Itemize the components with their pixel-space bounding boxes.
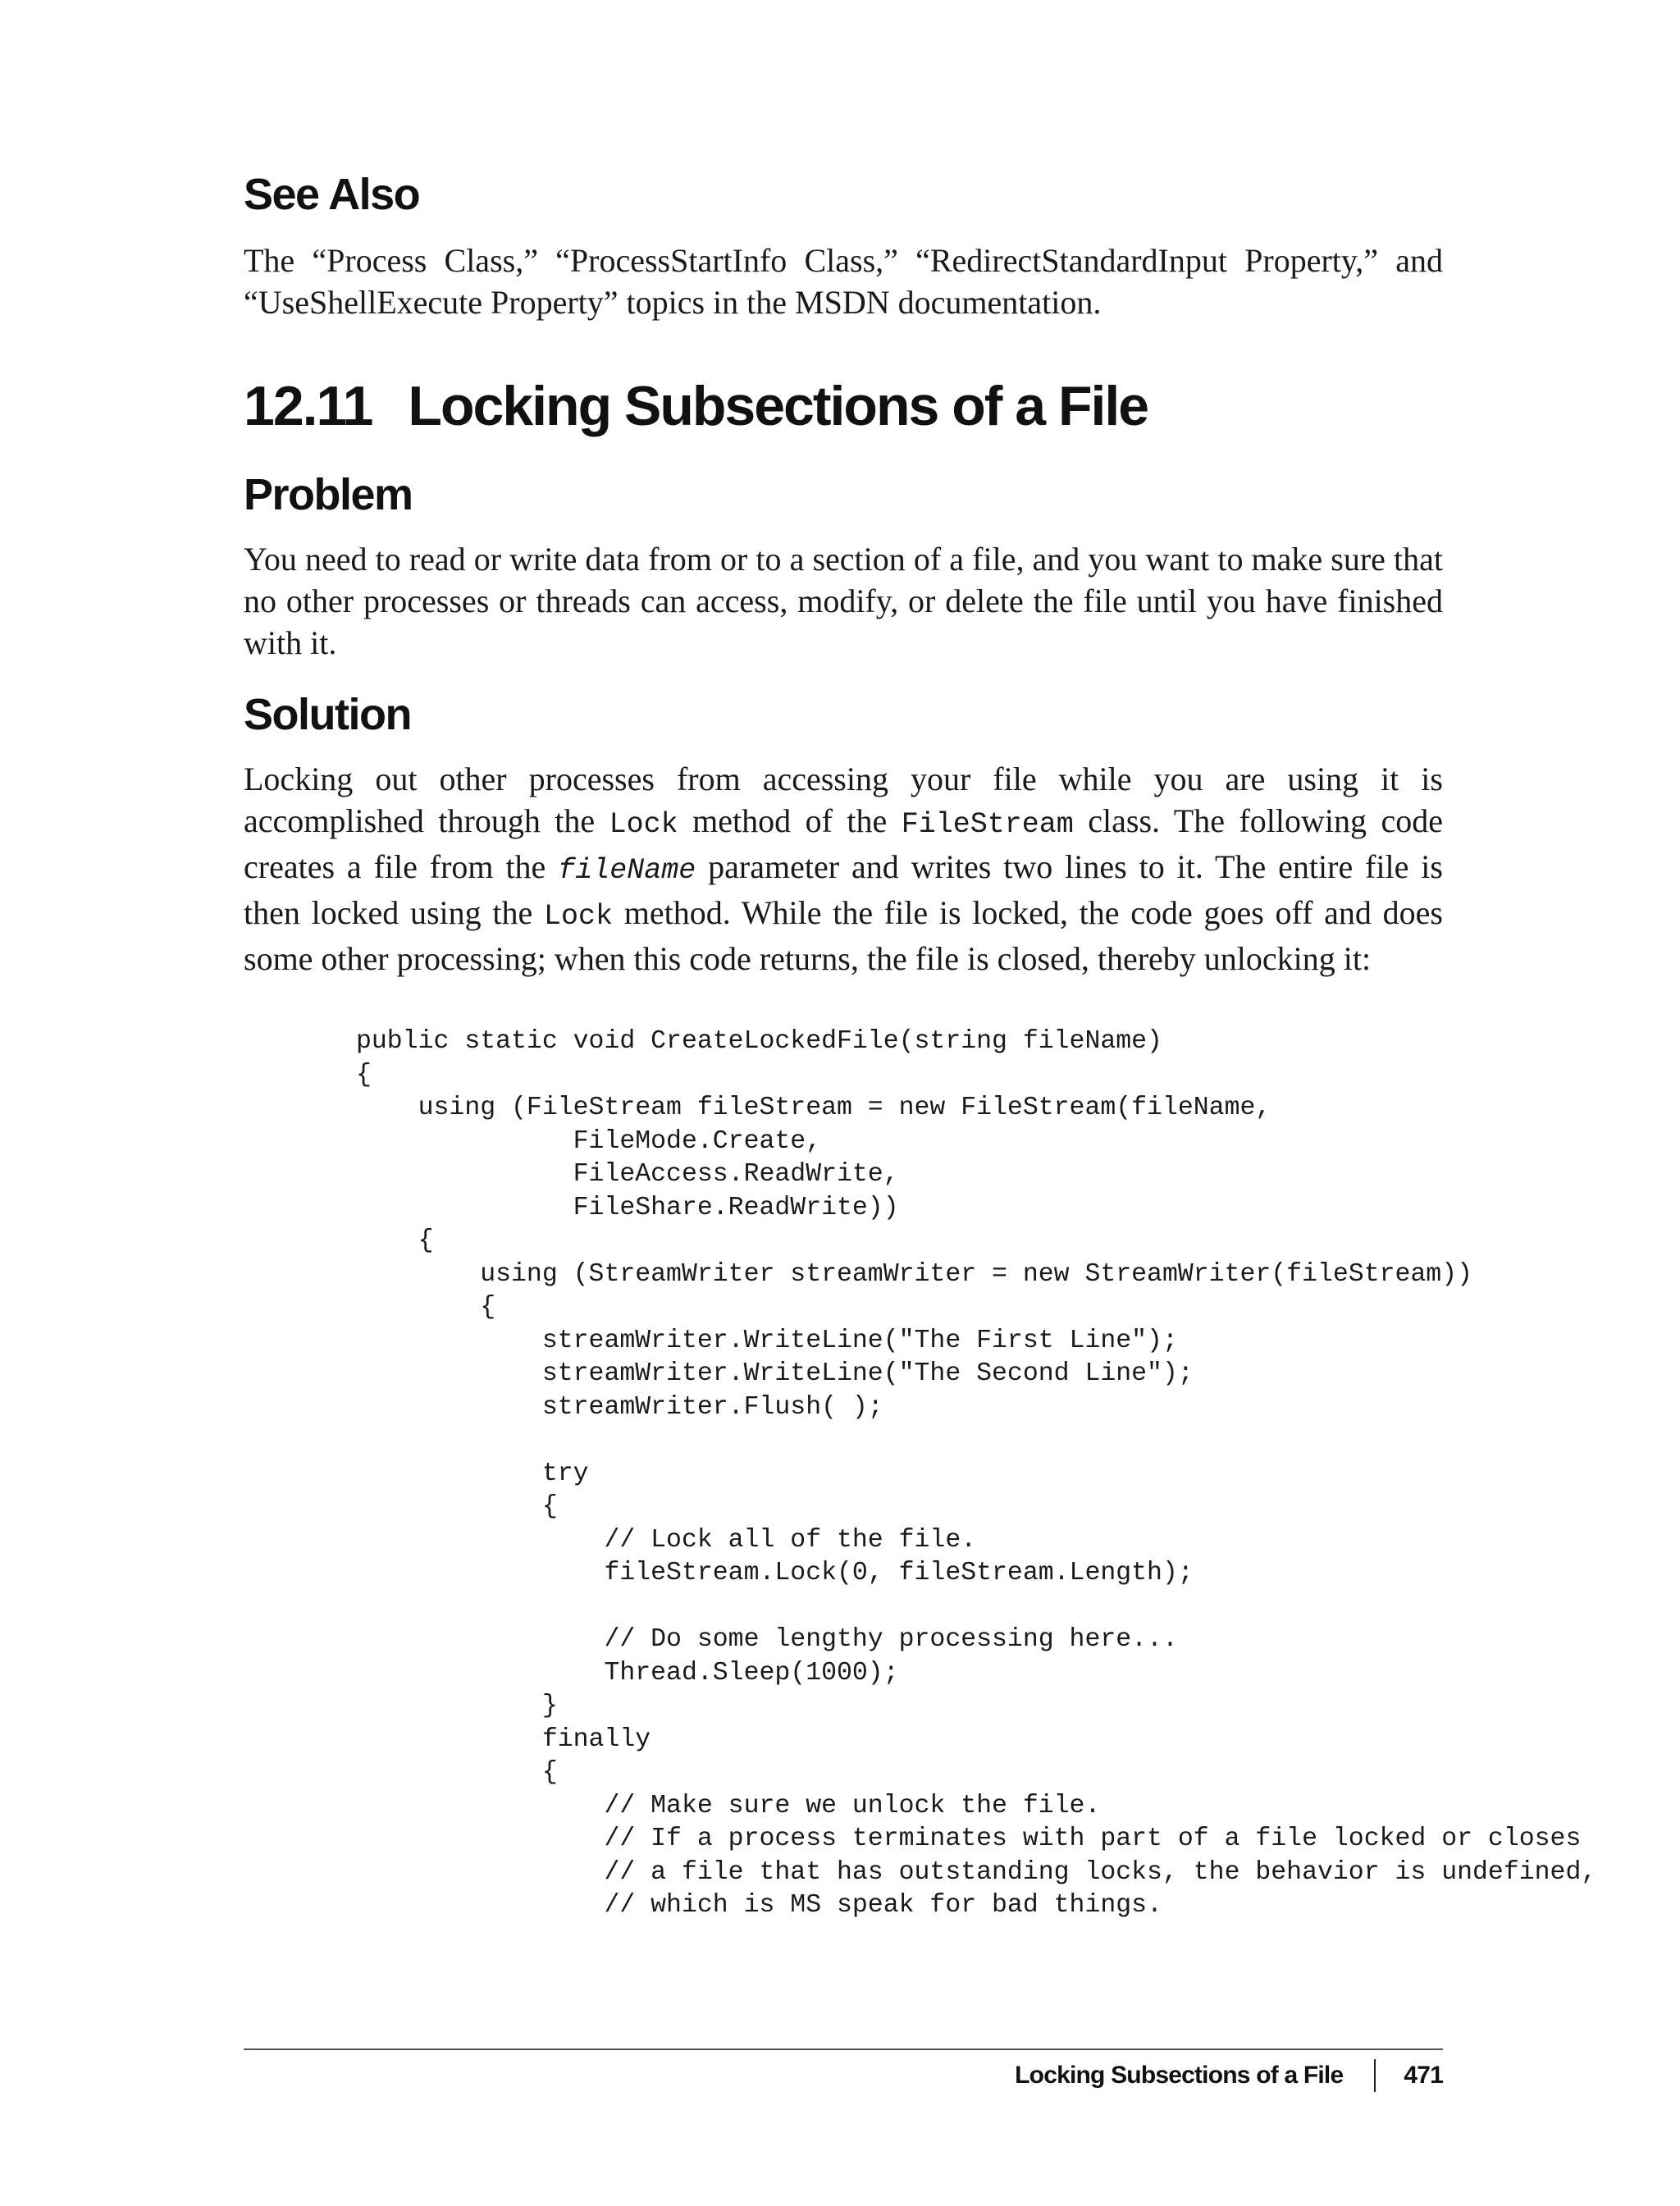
problem-heading: Problem <box>244 470 413 519</box>
solution-text-part: method. While the file is locked, the code goes off and does some other processing; when this code returns, the file is closed, thereby unlocking it: <box>244 894 1443 977</box>
page-number: 471 <box>1404 2062 1443 2089</box>
solution-text-part: method of the <box>678 802 902 839</box>
section-number: 12.11 <box>244 375 372 437</box>
running-title: Locking Subsections of a File <box>1015 2062 1344 2089</box>
solution-text-part: parameter and writes two lines to it. The entire file is then locked using the <box>244 848 1443 931</box>
footer-separator <box>1374 2059 1376 2092</box>
inline-code-filestream: FileStream <box>901 808 1074 841</box>
page-footer <box>1015 2059 1443 2092</box>
footer-rule <box>244 2048 1443 2050</box>
solution-text-part: class. The following code creates a file from the <box>244 802 1443 885</box>
code-listing: public static void CreateLockedFile(string fileName) { using (FileStream fileStream = new FileStream(fileName, FileMode.Create, FileAccess.ReadWrite, FileShare.ReadWrite)) { using (StreamWriter streamWriter = new StreamWriter(fileStream)) { streamWriter.WriteLine("The First Line"); streamWriter.WriteLine("The Second Line"); streamWriter.Flush( ); try { // Lock all of the file. fileStream.Lock(0, fileStream.Length); // Do some lengthy processing here... Thread.Sleep(1000); } finally { // Make sure we unlock the file. // If a process terminates with part of a file locked or closes // a file that has outstanding locks, the behavior is undefined, // which is MS speak for bad things. <box>356 1027 1597 1920</box>
section-title-text: Locking Subsections of a File <box>408 375 1148 437</box>
solution-text-part: Locking out other processes from accessing your file while you are using it is accomplished through the <box>244 760 1443 839</box>
solution-heading: Solution <box>244 690 411 739</box>
inline-code-filename: fileName <box>558 854 696 887</box>
book-page <box>244 0 1597 2206</box>
inline-code-lock-2: Lock <box>543 900 613 933</box>
problem-text: You need to read or write data from or to a section of a file, and you want to make sure that no other processes or threads can access, modify, or delete the file until you have finished with it. <box>244 541 1443 661</box>
solution-text <box>244 758 1443 980</box>
inline-code-lock: Lock <box>609 808 678 841</box>
section-title <box>244 374 1148 438</box>
see-also-heading: See Also <box>244 170 420 219</box>
see-also-text: The “Process Class,” “ProcessStartInfo Class,” “RedirectStandardInput Property,” and “UseShellExecute Property” topics in the MSDN documentation. <box>244 242 1443 321</box>
